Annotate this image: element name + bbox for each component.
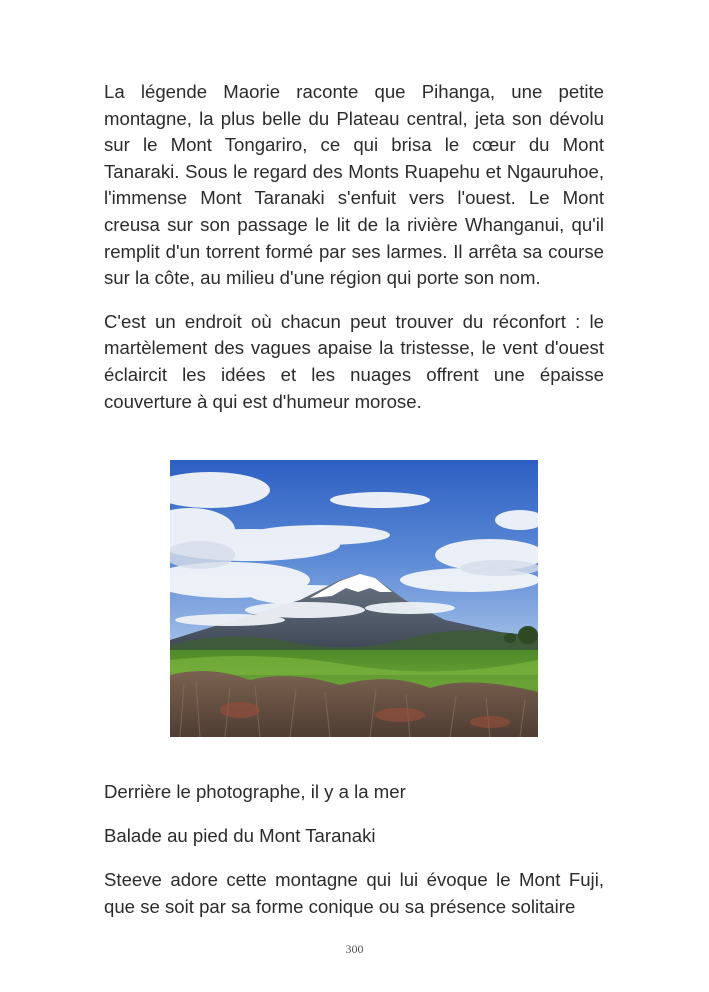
page-body	[104, 79, 604, 432]
caption-walk: Balade au pied du Mont Taranaki	[104, 825, 376, 846]
paragraph-steeve: Steeve adore cette montagne qui lui évoque le Mont Fuji, que se soit par sa forme conique ou sa présence solitaire	[104, 869, 604, 917]
paragraph-legend: La légende Maorie raconte que Pihanga, une petite montagne, la plus belle du Plateau central, jeta son dévolu sur le Mont Tongariro, ce qui brisa le cœur du Mont Tanaraki. Sous le regard des Monts Ruapehu et Ngauruhoe, l'immense Mont Taranaki s'enfuit vers l'ouest. Le Mont creusa sur son passage le lit de la rivière Whanganui, qu'il remplit d'un torrent formé par ses larmes. Il arrêta sa course sur la côte, au milieu d'une région qui porte son nom.	[104, 81, 604, 289]
caption-photographer: Derrière le photographe, il y a la mer	[104, 781, 406, 802]
page-number: 300	[345, 942, 364, 956]
paragraph-comfort: C'est un endroit où chacun peut trouver du réconfort : le martèlement des vagues apaise la tristesse, le vent d'ouest éclaircit les idées et les nuages offrent une épaisse couverture à qui est d'humeur morose.	[104, 310, 604, 412]
mountain-photo	[170, 460, 538, 737]
